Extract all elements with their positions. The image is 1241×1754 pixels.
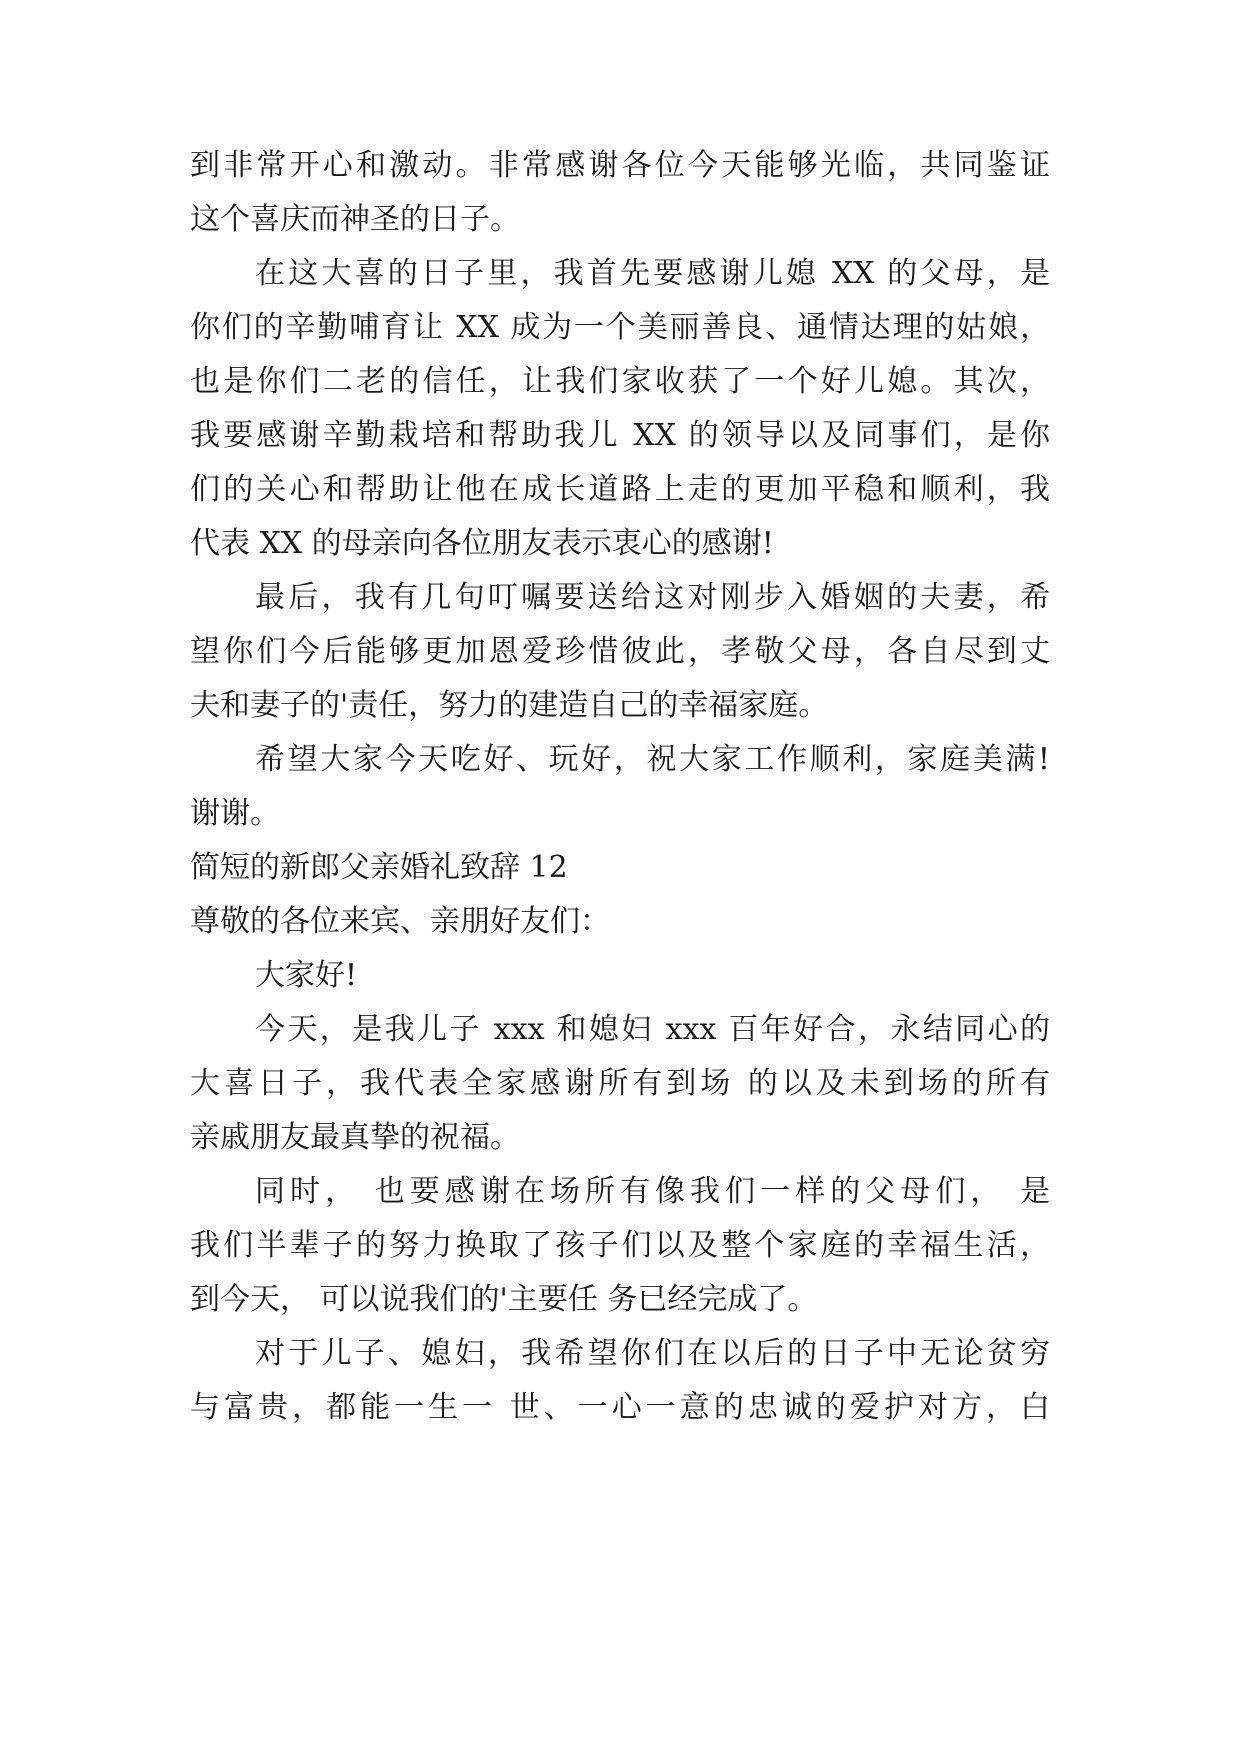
text-line: 到今天， 可以说我们的'主要任 务已经完成了。 <box>190 1282 818 1317</box>
text-line: 我要感谢辛勤栽培和帮助我儿 XX 的领导以及同事们，是你 <box>190 418 1050 453</box>
text-line: 谢谢。 <box>190 796 280 831</box>
text-line: 望你们今后能够更加恩爱珍惜彼此，孝敬父母，各自尽到丈 <box>190 634 1050 669</box>
paragraph-start-line: 希望大家今天吃好、玩好，祝大家工作顺利，家庭美满! <box>255 742 1050 777</box>
text-line: 到非常开心和激动。非常感谢各位今天能够光临，共同鉴证 <box>190 148 1050 183</box>
text-line: 也是你们二老的信任，让我们家收获了一个好儿媳。其次， <box>190 364 1050 399</box>
text-line: 代表 XX 的母亲向各位朋友表示衷心的感谢! <box>190 526 774 561</box>
paragraph-start-line: 在这大喜的日子里，我首先要感谢儿媳 XX 的父母，是 <box>255 256 1050 291</box>
salutation: 尊敬的各位来宾、亲朋好友们： <box>190 904 610 939</box>
paragraph-start-line: 今天，是我儿子 xxx 和媳妇 xxx 百年好合，永结同心的 <box>255 1012 1050 1047</box>
paragraph-start-line: 对于儿子、媳妇，我希望你们在以后的日子中无论贫穷 <box>255 1336 1050 1371</box>
paragraph-start-line: 同时， 也要感谢在场所有像我们一样的父母们， 是 <box>255 1174 1050 1209</box>
text-line: 我们半辈子的努力换取了孩子们以及整个家庭的幸福生活， <box>190 1228 1050 1263</box>
text-line: 夫和妻子的'责任，努力的建造自己的幸福家庭。 <box>190 688 829 723</box>
text-line: 你们的辛勤哺育让 XX 成为一个美丽善良、通情达理的姑娘， <box>190 310 1050 345</box>
paragraph-start-line: 最后，我有几句叮嘱要送给这对刚步入婚姻的夫妻，希 <box>255 580 1050 615</box>
section-heading: 简短的新郎父亲婚礼致辞 12 <box>190 850 568 885</box>
text-line: 们的关心和帮助让他在成长道路上走的更加平稳和顺利，我 <box>190 472 1050 507</box>
text-line: 这个喜庆而神圣的日子。 <box>190 202 520 237</box>
greeting: 大家好! <box>255 958 358 993</box>
text-line: 亲戚朋友最真挚的祝福。 <box>190 1120 520 1155</box>
text-line: 与富贵，都能一生一 世、一心一意的忠诚的爱护对方，白 <box>190 1390 1050 1425</box>
text-line: 大喜日子，我代表全家感谢所有到场 的以及未到场的所有 <box>190 1066 1050 1101</box>
